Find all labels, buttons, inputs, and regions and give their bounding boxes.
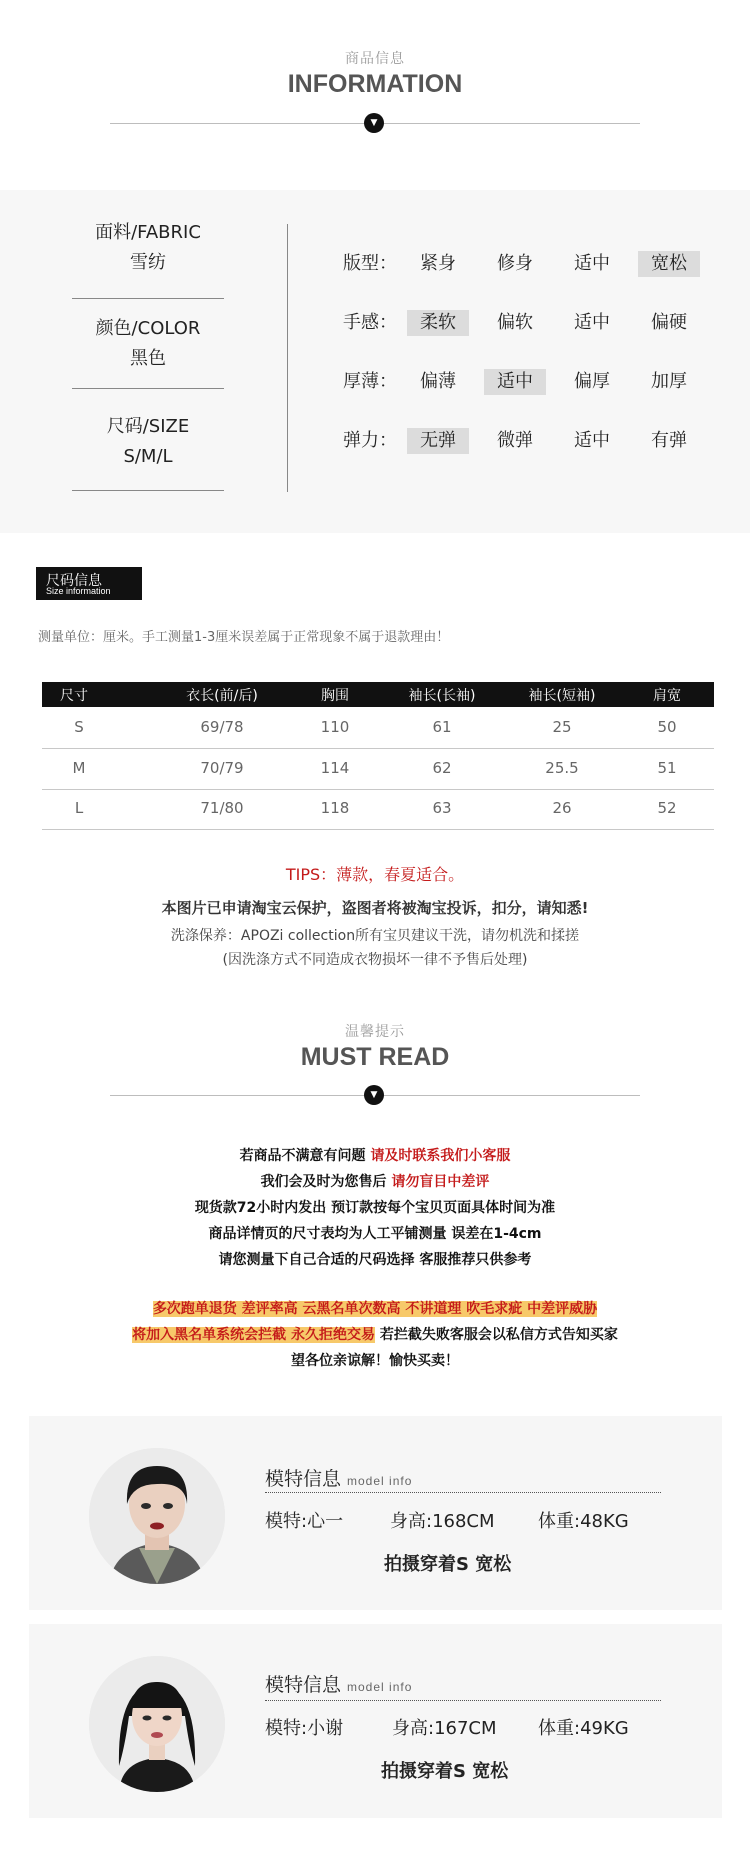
model-shoot-size: 拍摄穿着S 宽松 [384, 1554, 512, 1575]
must-header-en: MUST READ [300, 1043, 450, 1071]
must-read-text: 若商品不满意有问题 [239, 1148, 371, 1164]
must-read-line: 请您测量下自己合适的尺码选择 客服推荐只供参考 [218, 1252, 532, 1268]
must-read-line: 商品详情页的尺寸表均为人工平铺测量 误差在1-4cm [208, 1226, 542, 1242]
table-header-cell: 衣长(前/后) [186, 688, 258, 704]
size-info-tag-cn: 尺码信息 [46, 573, 102, 589]
model-info-title [265, 1464, 412, 1491]
fabric-block [72, 218, 224, 278]
info-header-en: INFORMATION [287, 70, 463, 98]
attr-option: 偏薄 [420, 371, 456, 392]
must-read-header [0, 1021, 750, 1072]
wash-notice: 洗涤保养：APOZi collection所有宝贝建议干洗，请勿机洗和揉搓 [170, 928, 580, 944]
model-card [29, 1416, 722, 1610]
left-divider [72, 298, 224, 299]
table-header-cell: 肩宽 [653, 688, 681, 704]
model-info-title-cn: 模特信息 [265, 1674, 342, 1696]
attr-option-selected: 无弹 [407, 428, 469, 454]
color-label: 颜色/COLOR [95, 318, 201, 339]
model-shoot-size: 拍摄穿着S 宽松 [381, 1761, 509, 1782]
table-cell: 50 [657, 718, 677, 736]
table-cell: 69/78 [200, 718, 244, 736]
attr-option: 加厚 [651, 371, 687, 392]
table-cell: M [72, 759, 86, 777]
model-name: 模特:心一 [265, 1511, 344, 1532]
color-value: 黑色 [130, 348, 166, 369]
attr-option: 偏厚 [574, 371, 610, 392]
attr-option: 有弹 [651, 430, 687, 451]
table-cell: S [74, 718, 84, 736]
warning-line [0, 1298, 750, 1318]
table-cell: 63 [432, 799, 452, 817]
model-info-title-en: model info [347, 1680, 413, 1694]
left-divider [72, 388, 224, 389]
table-cell: 51 [657, 759, 677, 777]
table-header-cell: 胸围 [321, 688, 349, 704]
size-label: 尺码/SIZE [106, 416, 190, 437]
table-cell: 71/80 [200, 799, 244, 817]
left-divider [72, 490, 224, 491]
model-height: 身高:168CM [390, 1511, 495, 1532]
chevron-down-icon: ▼ [364, 1085, 384, 1105]
fabric-value: 雪纺 [130, 252, 166, 273]
table-header-cell: 袖长(短袖) [528, 688, 596, 704]
attr-option: 偏硬 [651, 312, 687, 333]
must-read-text: 若拦截失败客服会以私信方式告知买家 [375, 1327, 618, 1343]
table-cell: 26 [552, 799, 572, 817]
attr-label: 弹力： [343, 430, 397, 451]
model-info-title [265, 1670, 412, 1697]
must-read-line [0, 1145, 750, 1165]
color-block [72, 314, 224, 374]
model-height: 身高:167CM [392, 1718, 497, 1739]
must-read-line: 望各位亲谅解！愉快买卖！ [291, 1353, 459, 1369]
must-read-red-text: 请勿盲目中差评 [391, 1174, 490, 1190]
chevron-down-icon: ▼ [364, 113, 384, 133]
table-header-cell: 尺寸 [60, 688, 88, 704]
attr-label: 手感： [343, 312, 397, 333]
model-info-title-en: model info [347, 1474, 413, 1488]
warning-highlight: 多次跑单退货 差评率高 云黑名单次数高 不讲道理 吹毛求疵 中差评威胁 [152, 1301, 598, 1317]
model-weight: 体重:49KG [538, 1718, 629, 1739]
model-info-divider [265, 1492, 661, 1493]
table-cell: 114 [320, 759, 350, 777]
table-cell: 110 [320, 718, 350, 736]
info-section-header [0, 48, 750, 99]
attr-option: 紧身 [420, 253, 456, 274]
size-info-tag [36, 567, 142, 600]
table-header-cell: 袖长(长袖) [408, 688, 476, 704]
attr-option: 偏软 [497, 312, 533, 333]
attr-option-selected: 柔软 [407, 310, 469, 336]
size-info-tag-en: Size information [46, 586, 111, 596]
attr-option: 适中 [574, 430, 610, 451]
size-block [72, 412, 224, 472]
table-cell: 62 [432, 759, 452, 777]
attr-label: 厚薄： [343, 371, 397, 392]
must-read-text: 我们会及时为您售后 [260, 1174, 392, 1190]
model-info-title-cn: 模特信息 [265, 1468, 342, 1490]
table-row [42, 707, 714, 747]
attr-option: 修身 [497, 253, 533, 274]
model-card [29, 1624, 722, 1818]
attr-option: 微弹 [497, 430, 533, 451]
model-info-divider [265, 1700, 661, 1701]
warning-line [0, 1324, 750, 1344]
table-cell: 118 [320, 799, 350, 817]
size-value: S/M/L [123, 446, 173, 467]
table-cell: 70/79 [200, 759, 244, 777]
fabric-label: 面料/FABRIC [95, 222, 201, 243]
table-cell: L [74, 799, 84, 817]
info-header-cn: 商品信息 [345, 51, 405, 67]
attr-option-selected: 适中 [484, 369, 546, 395]
attr-option: 适中 [574, 312, 610, 333]
table-header [42, 682, 714, 707]
table-cell: 25 [552, 718, 572, 736]
model-weight: 体重:48KG [538, 1511, 629, 1532]
tips-text: TIPS：薄款，春夏适合。 [285, 865, 465, 884]
model-name: 模特:小谢 [265, 1718, 344, 1739]
wash-disclaimer: (因洗涤方式不同造成衣物损坏一律不予售后处理) [222, 952, 528, 968]
table-row [42, 748, 714, 788]
table-cell: 61 [432, 718, 452, 736]
must-read-line [0, 1171, 750, 1191]
attr-label: 版型： [343, 253, 397, 274]
panel-vertical-divider [287, 224, 288, 492]
protect-notice: 本图片已申请淘宝云保护，盗图者将被淘宝投诉，扣分，请知悉! [161, 899, 589, 917]
measure-note: 测量单位：厘米。手工测量1-3厘米误差属于正常现象不属于退款理由！ [38, 630, 450, 645]
table-row-divider [42, 829, 714, 830]
warning-highlight: 将加入黑名单系统会拦截 永久拒绝交易 [132, 1327, 375, 1343]
attr-option: 适中 [574, 253, 610, 274]
product-info-panel [0, 190, 750, 533]
avatar [89, 1448, 225, 1584]
table-cell: 52 [657, 799, 677, 817]
avatar [89, 1656, 225, 1792]
must-read-line: 现货款72小时内发出 预订款按每个宝贝页面具体时间为准 [194, 1200, 556, 1216]
attr-option-selected: 宽松 [638, 251, 700, 277]
must-read-red-text: 请及时联系我们小客服 [370, 1148, 511, 1164]
table-row [42, 788, 714, 828]
table-cell: 25.5 [545, 759, 579, 777]
must-header-cn: 温馨提示 [345, 1024, 405, 1040]
